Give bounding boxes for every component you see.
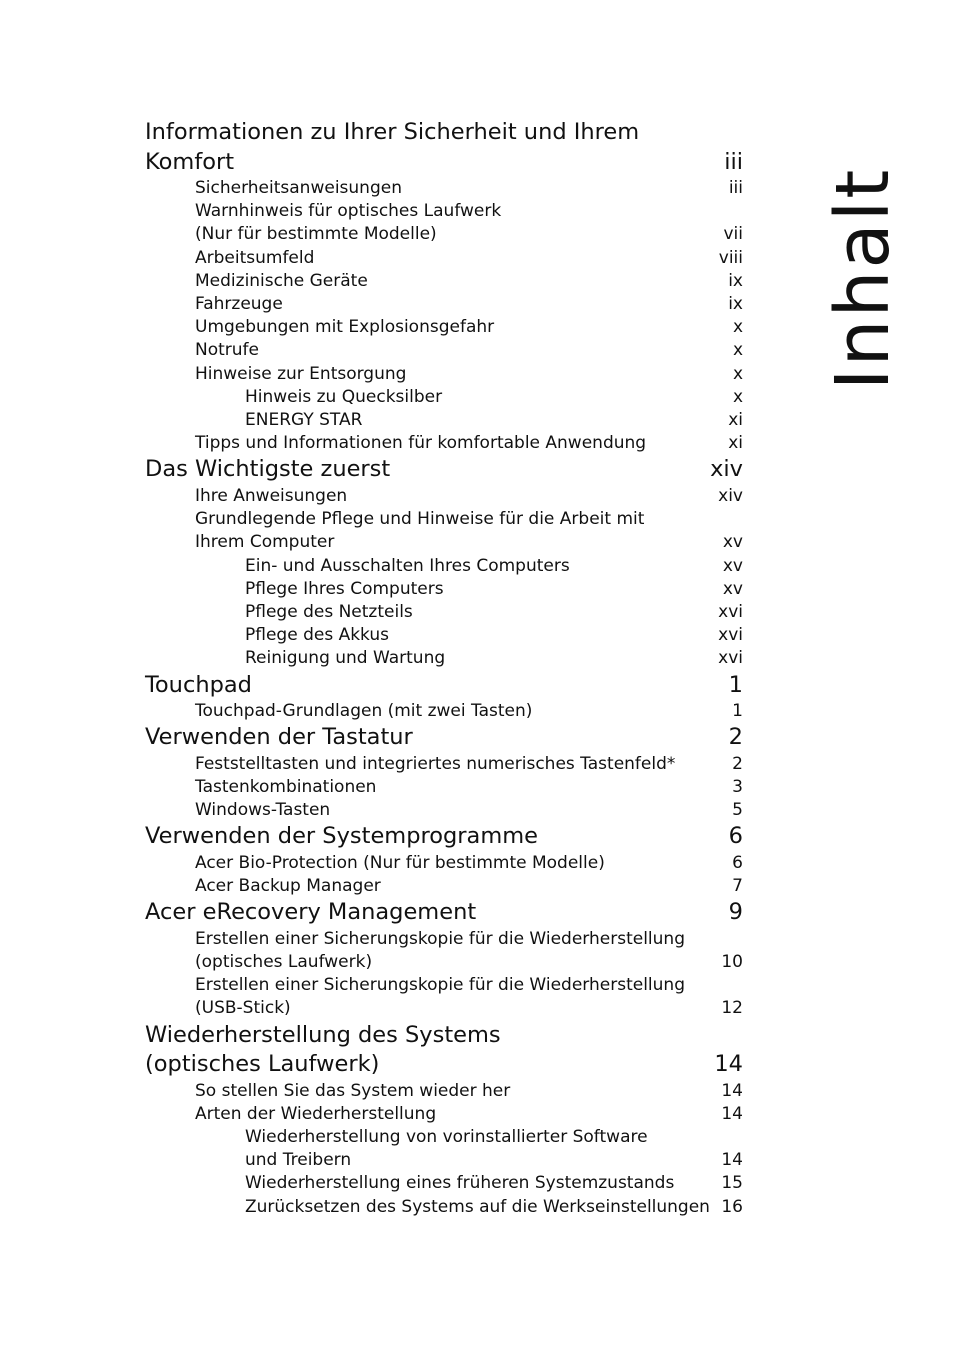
toc-entry-title: Wiederherstellung des Systems — [145, 1021, 501, 1048]
toc-entry-title: (optisches Laufwerk) — [195, 951, 373, 972]
toc-entry-title: Pflege Ihres Computers — [245, 578, 444, 599]
toc-entry-title: Pflege des Netzteils — [245, 601, 413, 622]
toc-entry-page: 7 — [732, 876, 743, 897]
toc-entry-title: Grundlegende Pflege und Hinweise für die Arbeit mit — [195, 509, 645, 530]
toc-entry-page: iii — [728, 178, 743, 198]
toc-entry-level-2[interactable] — [145, 799, 743, 822]
toc-entry-title: Acer Bio-Protection (Nur für bestimmte Modelle) — [195, 852, 605, 873]
toc-entry-level-3[interactable] — [145, 1196, 743, 1219]
toc-entry-page: 14 — [721, 1150, 743, 1171]
toc-entry-page: iii — [724, 148, 743, 175]
toc-entry-title: Notrufe — [195, 340, 259, 361]
toc-entry-page: x — [732, 340, 743, 361]
toc-entry-title: Informationen zu Ihrer Sicherheit und Ihrem — [145, 119, 640, 145]
toc-entry-title: Touchpad — [145, 671, 252, 698]
toc-entry-level-3[interactable] — [145, 601, 743, 624]
toc-entry-level-2[interactable] — [145, 177, 743, 200]
toc-entry-page: 9 — [728, 899, 743, 926]
toc-entry-title: Verwenden der Systemprogramme — [145, 823, 539, 850]
toc-entry-title: Reinigung und Wartung — [245, 648, 446, 669]
toc-entry-page: x — [732, 386, 743, 407]
toc-entry-page: xiv — [718, 485, 743, 506]
toc-entry-level-3[interactable] — [145, 624, 743, 647]
toc-entry-page: 6 — [732, 852, 743, 873]
toc-entry-title: Fahrzeuge — [195, 294, 283, 315]
toc-entry-level-1[interactable] — [145, 118, 743, 177]
toc-entry-page: 12 — [721, 998, 743, 1019]
toc-entry-page: xv — [722, 532, 743, 553]
toc-entry-title: Zurücksetzen des Systems auf die Werkseinstellungen — [245, 1196, 710, 1217]
toc-entry-level-3[interactable] — [145, 647, 743, 670]
toc-entry-page: 5 — [732, 800, 743, 821]
toc-entry-level-1[interactable] — [145, 1021, 743, 1080]
toc-entry-level-1[interactable] — [145, 671, 743, 701]
toc-entry-page: 10 — [721, 951, 743, 972]
toc-entry-title: Medizinische Geräte — [195, 270, 368, 291]
toc-entry-level-1[interactable] — [145, 455, 743, 485]
toc-entry-level-2[interactable] — [145, 1080, 743, 1103]
toc-entry-page: xi — [728, 433, 743, 454]
toc-entry-page: 2 — [732, 753, 743, 774]
toc-entry-page: xiv — [710, 456, 743, 483]
toc-entry-level-2[interactable] — [145, 875, 743, 898]
toc-entry-title: Verwenden der Tastatur — [145, 724, 413, 751]
toc-entry-level-3[interactable] — [145, 386, 743, 409]
toc-entry-title: (optisches Laufwerk) — [145, 1051, 380, 1078]
toc-entry-page: 14 — [721, 1103, 743, 1124]
toc-entry-title: Ihre Anweisungen — [195, 485, 348, 506]
toc-entry-title: und Treibern — [245, 1150, 352, 1171]
toc-entry-page: 14 — [721, 1080, 743, 1101]
toc-entry-level-2[interactable] — [145, 293, 743, 316]
toc-entry-page: 16 — [721, 1196, 743, 1217]
toc-entry-title: Hinweise zur Entsorgung — [195, 363, 407, 384]
toc-entry-page: xv — [722, 578, 743, 599]
toc-entry-title: Acer Backup Manager — [195, 876, 381, 897]
toc-entry-page: 1 — [732, 701, 743, 722]
toc-entry-page: xvi — [718, 601, 743, 622]
toc-entry-title: Komfort — [145, 148, 235, 175]
toc-entry-level-1[interactable] — [145, 898, 743, 928]
toc-entry-title: Warnhinweis für optisches Laufwerk — [195, 201, 502, 222]
toc-entry-level-3[interactable] — [145, 409, 743, 432]
toc-entry-page: vii — [723, 224, 743, 245]
toc-entry-title: Tipps und Informationen für komfortable Anwendung — [195, 433, 647, 454]
toc-entry-level-2[interactable] — [145, 1103, 743, 1126]
toc-entry-level-2[interactable] — [145, 200, 743, 246]
toc-entry-page: 15 — [721, 1173, 743, 1194]
toc-entry-title: Acer eRecovery Management — [145, 899, 477, 926]
toc-entry-page: 3 — [732, 776, 743, 797]
toc-entry-page: xv — [722, 555, 743, 576]
chapter-title: Inhalt — [820, 167, 906, 391]
toc-entry-title: Feststelltasten und integriertes numerisches Tastenfeld* — [195, 753, 676, 774]
toc-entry-level-2[interactable] — [145, 339, 743, 362]
toc-entry-title: Wiederherstellung eines früheren Systemzustands — [245, 1173, 675, 1194]
toc-entry-page: x — [732, 317, 743, 338]
toc-entry-level-3[interactable] — [145, 1126, 743, 1172]
toc-entry-level-2[interactable] — [145, 247, 743, 270]
toc-entry-level-2[interactable] — [145, 432, 743, 455]
toc-entry-page: xvi — [718, 648, 743, 669]
toc-entry-title: Hinweis zu Quecksilber — [245, 386, 443, 407]
toc-entry-level-2[interactable] — [145, 363, 743, 386]
toc-entry-level-2[interactable] — [145, 753, 743, 776]
toc-entry-title: Sicherheitsanweisungen — [195, 178, 402, 198]
toc-entry-page: viii — [718, 247, 743, 268]
toc-entry-level-3[interactable] — [145, 1172, 743, 1195]
toc-entry-level-2[interactable] — [145, 776, 743, 799]
toc-entry-title: Ihrem Computer — [195, 532, 335, 553]
toc-entry-page: ix — [728, 294, 743, 315]
toc-entry-page: ix — [728, 270, 743, 291]
toc-entry-title: Arbeitsumfeld — [195, 247, 315, 268]
toc-entry-title: Umgebungen mit Explosionsgefahr — [195, 317, 495, 338]
toc-entry-title: Ein- und Ausschalten Ihres Computers — [245, 555, 570, 576]
toc-entry-page: 14 — [714, 1051, 743, 1078]
toc-entry-level-3[interactable] — [145, 555, 743, 578]
toc-entry-level-2[interactable] — [145, 270, 743, 293]
toc-entry-level-3[interactable] — [145, 578, 743, 601]
toc-entry-level-2[interactable] — [145, 928, 743, 974]
toc-entry-title: ENERGY STAR — [245, 410, 363, 431]
toc-entry-page: xvi — [718, 625, 743, 646]
toc-entry-level-2[interactable] — [145, 485, 743, 508]
toc-entry-title: So stellen Sie das System wieder her — [195, 1080, 511, 1101]
toc-entry-title: Erstellen einer Sicherungskopie für die Wiederherstellung — [195, 928, 685, 949]
toc-entry-title: Touchpad-Grundlagen (mit zwei Tasten) — [195, 701, 533, 722]
toc-entry-title: (Nur für bestimmte Modelle) — [195, 224, 437, 245]
toc-entry-level-2[interactable] — [145, 700, 743, 723]
toc-entry-level-1[interactable] — [145, 723, 743, 753]
toc-entry-title: Arten der Wiederherstellung — [195, 1103, 437, 1124]
toc-entry-title: Das Wichtigste zuerst — [145, 456, 391, 483]
toc-entry-title: Windows-Tasten — [195, 800, 331, 821]
toc-entry-page: xi — [728, 410, 743, 431]
toc-entry-level-2[interactable] — [145, 974, 743, 1020]
toc-entry-page: 6 — [728, 823, 743, 850]
toc-entry-level-2[interactable] — [145, 508, 743, 554]
toc-entry-level-2[interactable] — [145, 852, 743, 875]
toc-entry-title: Tastenkombinationen — [195, 776, 377, 797]
toc-entry-title: Erstellen einer Sicherungskopie für die Wiederherstellung — [195, 975, 685, 996]
toc-entry-page: 1 — [728, 671, 743, 698]
toc-entry-title: (USB-Stick) — [195, 998, 291, 1019]
toc-entry-title: Wiederherstellung von vorinstallierter Software — [245, 1127, 648, 1147]
toc-entry-level-2[interactable] — [145, 316, 743, 339]
toc-entry-page: 2 — [728, 724, 743, 751]
table-of-contents — [145, 118, 743, 1219]
toc-entry-title: Pflege des Akkus — [245, 625, 390, 646]
toc-entry-level-1[interactable] — [145, 822, 743, 852]
toc-entry-page: x — [732, 363, 743, 384]
